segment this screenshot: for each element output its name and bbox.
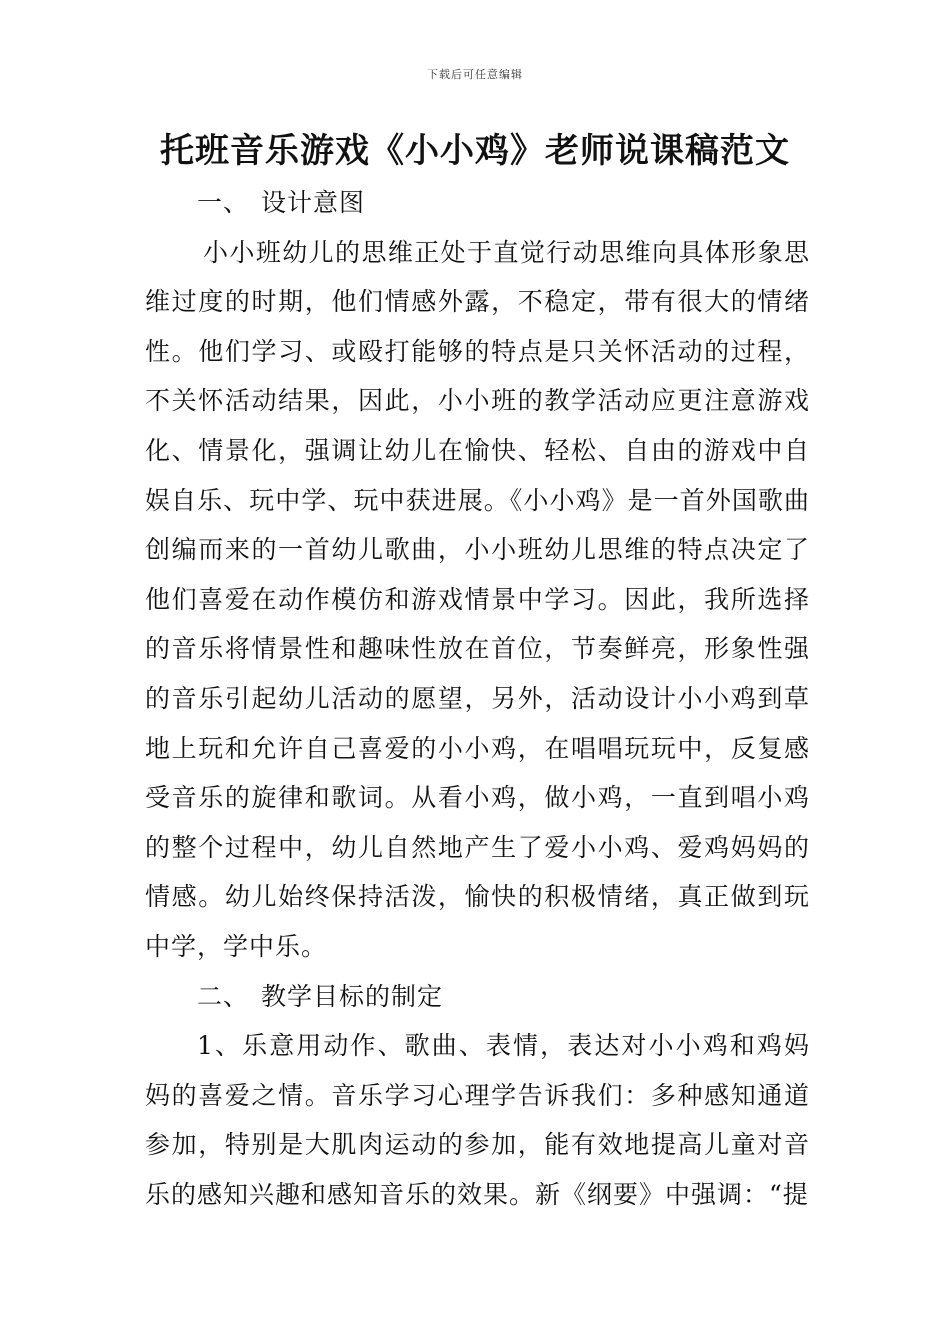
section-heading-1 — [145, 178, 810, 228]
paragraph-teaching-goal-1: 1、乐意用动作、歌曲、表情，表达对小小鸡和鸡妈妈的喜爱之情。音乐学习心理学告诉我们：多种感知通道参加，特别是大肌肉运动的参加，能有效地提高儿童对音乐的感知兴趣和感知音乐的效果。新《纲要》中强调：“提 — [145, 1031, 810, 1209]
section-number: 一、 — [197, 188, 250, 217]
paragraph-design-intent: 小小班幼儿的思维正处于直觉行动思维向具体形象思维过度的时期，他们情感外露，不稳定，带有很大的情绪性。他们学习、或殴打能够的特点是只关怀活动的过程，不关怀活动结果，因此，小小班的教学活动应更注意游戏化、情景化，强调让幼儿在愉快、轻松、自由的游戏中自娱自乐、玩中学、玩中获进展。《小小鸡》是一首外国歌曲创编而来的一首幼儿歌曲，小小班幼儿思维的特点决定了他们喜爱在动作模仿和游戏情景中学习。因此，我所选择的音乐将情景性和趣味性放在首位，节奏鲜亮，形象性强的音乐引起幼儿活动的愿望，另外，活动设计小小鸡到草地上玩和允许自己喜爱的小小鸡，在唱唱玩玩中，反复感受音乐的旋律和歌词。从看小鸡，做小鸡，一直到唱小鸡的整个过程中，幼儿自然地产生了爱小小鸡、爱鸡妈妈的情感。幼儿始终保持活泼，愉快的积极情绪，真正做到玩中学，学中乐。 — [145, 237, 810, 961]
section-heading-text: 教学目标的制定 — [261, 981, 444, 1011]
page-header-note: 下载后可任意编辑 — [427, 68, 523, 81]
section-heading-text: 设计意图 — [261, 188, 366, 217]
document-body — [145, 178, 810, 1219]
document-title: 托班音乐游戏《小小鸡》老师说课稿范文 — [160, 131, 790, 171]
section-heading-2 — [145, 972, 810, 1022]
section-number: 二、 — [197, 981, 250, 1011]
